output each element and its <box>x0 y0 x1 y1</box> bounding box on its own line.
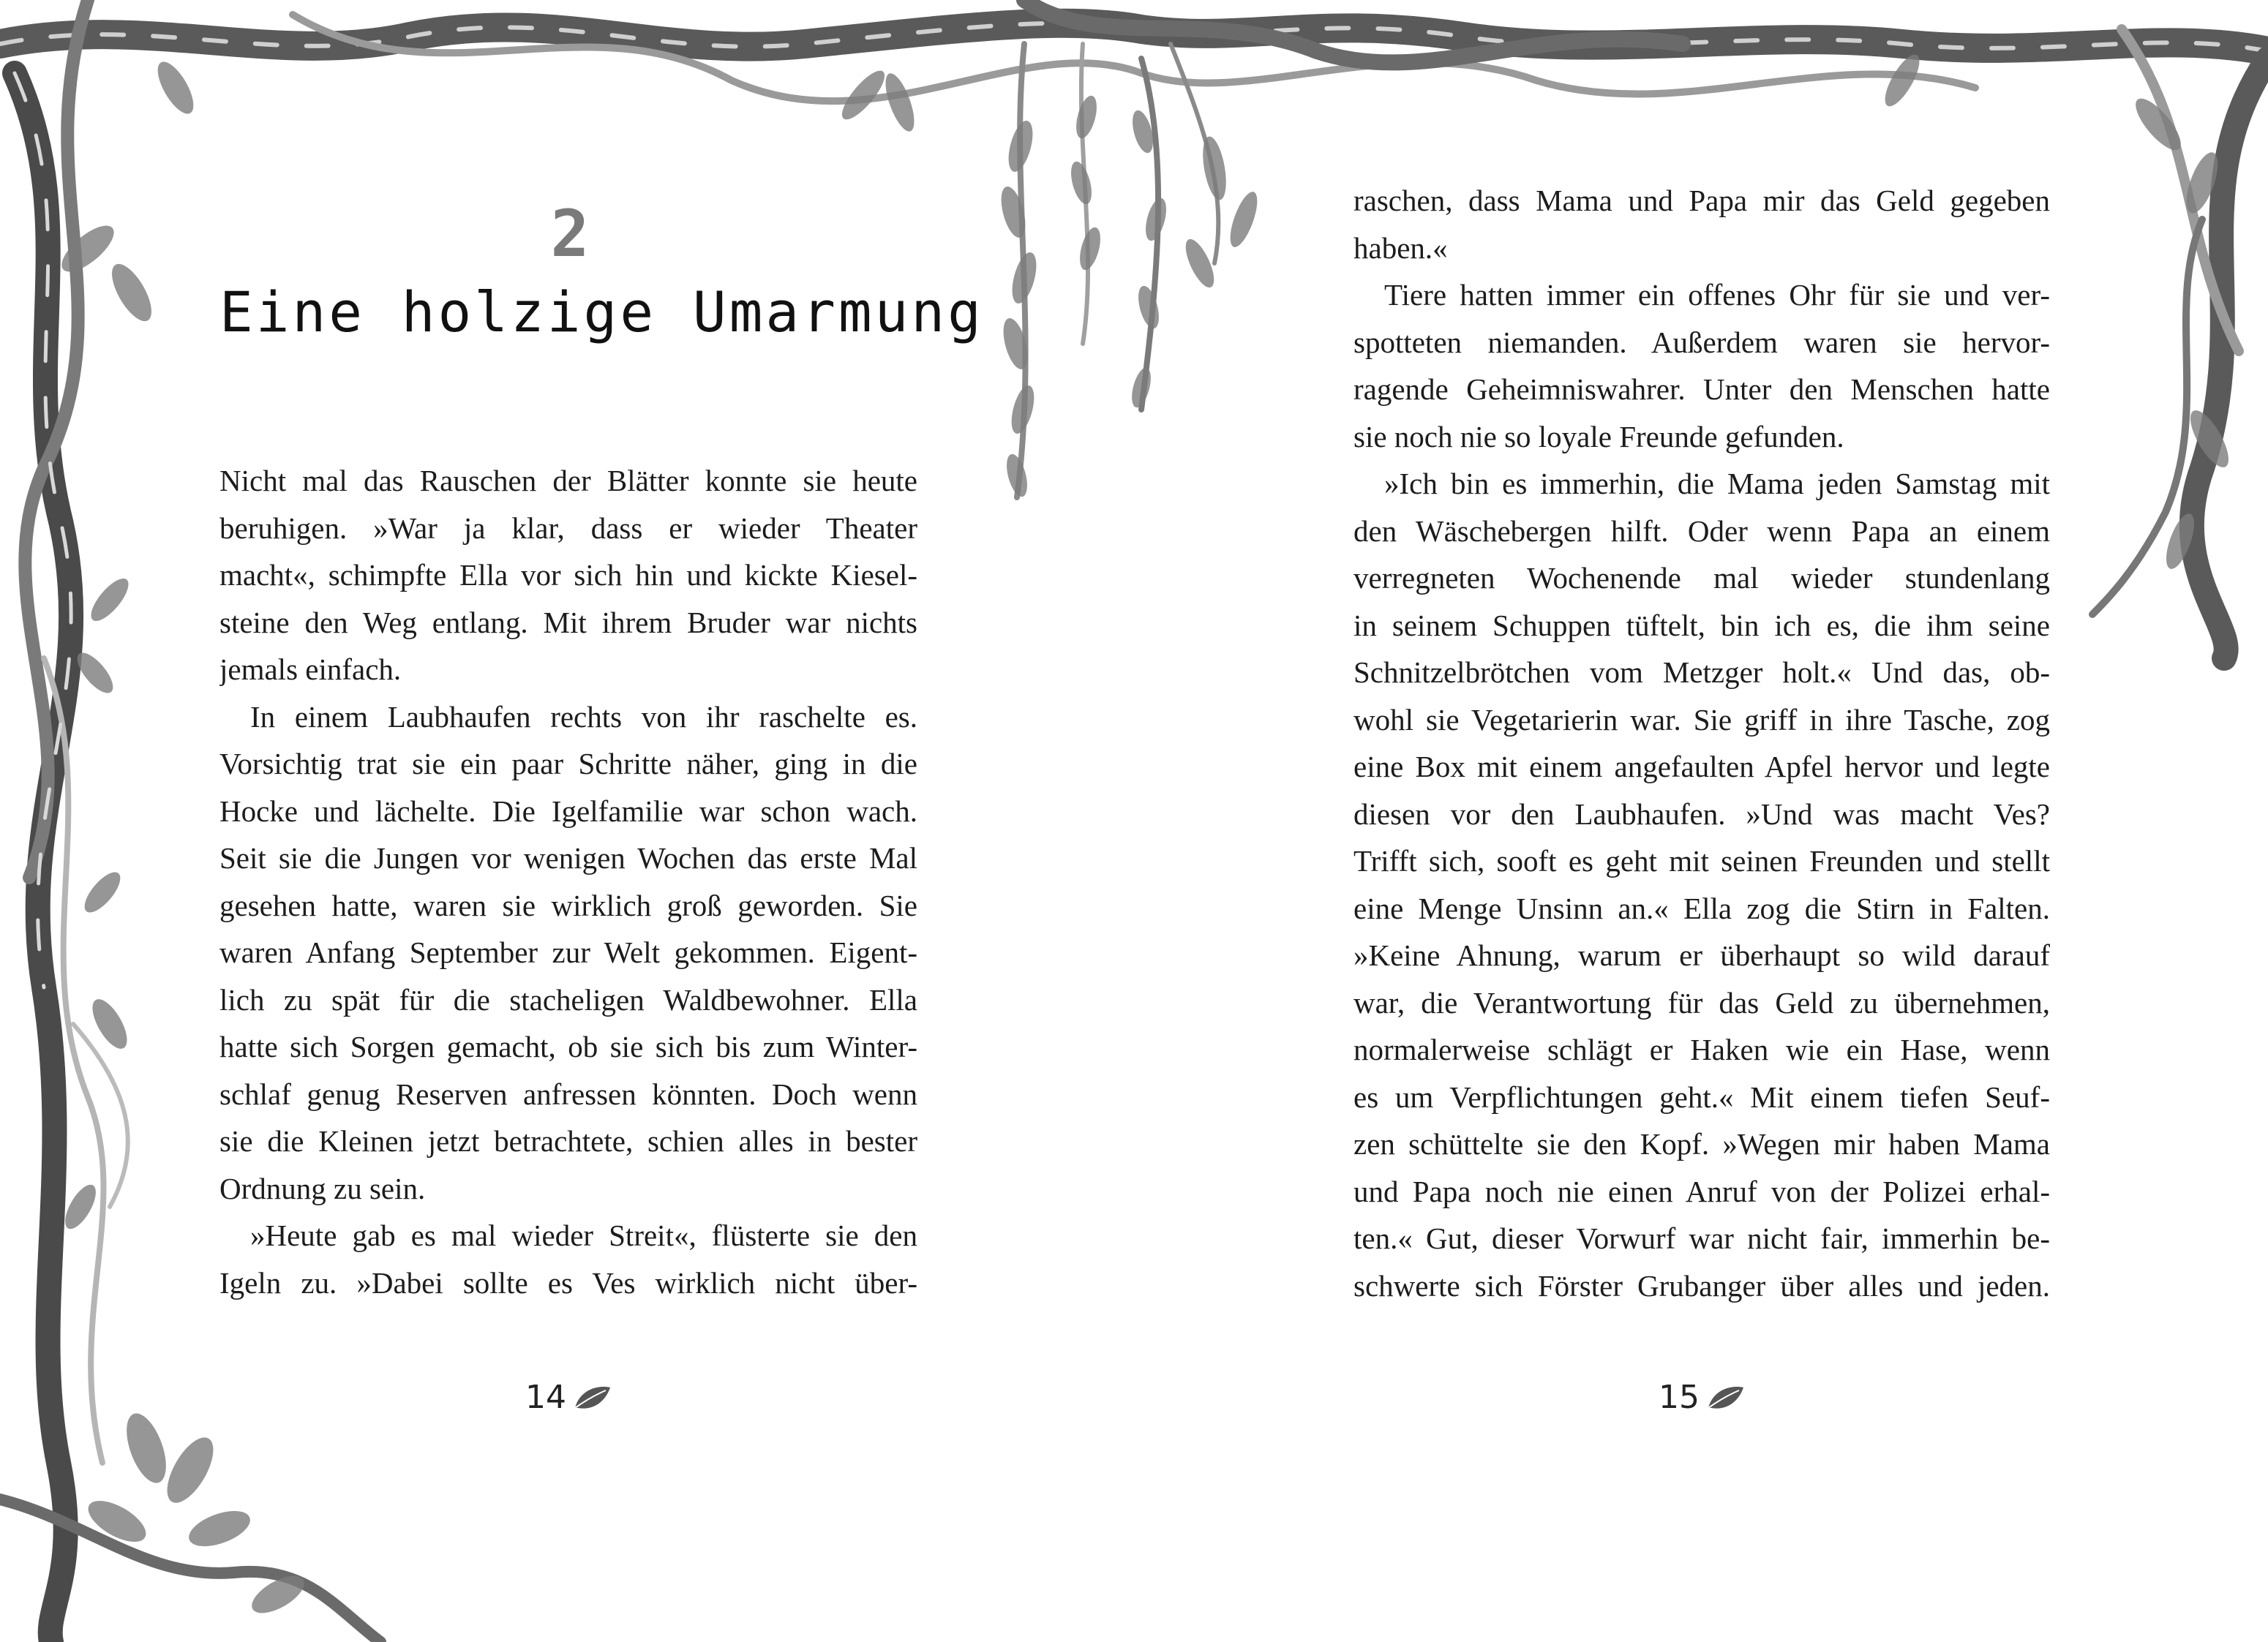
text-line: waren Anfang September zur Welt gekommen. Eigent- <box>219 935 917 969</box>
text-line: macht«, schimpfte Ella vor sich hin und kickte Kiesel- <box>219 558 917 592</box>
text-line: sie die Kleinen jetzt betrachtete, schien alles in bester <box>219 1124 917 1158</box>
text-line: Schnitzelbrötchen vom Metzger holt.« Und das, ob- <box>1353 655 2050 689</box>
text-line: schlaf genug Reserven anfressen könnten. Doch wenn <box>219 1077 917 1111</box>
text-line: es um Verpflichtungen geht.« Mit einem tiefen Seuf- <box>1353 1080 2050 1114</box>
text-line: ragende Geheimniswahrer. Unter den Menschen hatte <box>1353 372 2050 406</box>
page-number-left-value: 14 <box>525 1379 566 1416</box>
text-line: in seinem Schuppen tüftelt, bin ich es, die ihm seine <box>1353 608 2050 642</box>
text-line: zen schüttelte sie den Kopf. »Wegen mir haben Mama <box>1353 1127 2050 1161</box>
text-line: sie noch nie so loyale Freunde gefunden. <box>1353 419 1844 453</box>
page-number-right <box>1659 1379 1746 1416</box>
text-line: spotteten niemanden. Außerdem waren sie hervor- <box>1353 325 2050 359</box>
text-line: wohl sie Vegetarierin war. Sie griff in ihre Tasche, zog <box>1353 702 2050 737</box>
text-line: war, die Verantwortung für das Geld zu übernehmen, <box>1353 985 2050 1020</box>
text-line: Vorsichtig trat sie ein paar Schritte näher, ging in die <box>219 747 917 780</box>
text-line: »Keine Ahnung, warum er überhaupt so wild darauf <box>1353 938 2050 972</box>
text-line: Igeln zu. »Dabei sollte es Ves wirklich nicht über- <box>219 1265 917 1300</box>
text-line: diesen vor den Laubhaufen. »Und was macht Ves? <box>1353 796 2050 831</box>
text-line: den Wäschebergen hilft. Oder wenn Papa an einem <box>1353 513 2050 548</box>
text-line: eine Box mit einem angefaulten Apfel hervor und legte <box>1353 750 2050 783</box>
chapter-number: 2 <box>550 196 591 271</box>
left-page-text <box>219 457 917 1306</box>
chapter-title: Eine holzige Umarmung <box>219 279 984 344</box>
text-line: raschen, dass Mama und Papa mir das Geld gegeben <box>1353 184 2050 217</box>
text-line: Hocke und lächelte. Die Igelfamilie war schon wach. <box>219 794 917 828</box>
text-line: normalerweise schlägt er Haken wie ein Hase, wenn <box>1353 1033 2050 1066</box>
text-line: Seit sie die Jungen vor wenigen Wochen das erste Mal <box>219 841 917 875</box>
text-line: gesehen hatte, waren sie wirklich groß geworden. Sie <box>219 888 917 922</box>
text-line: Nicht mal das Rauschen der Blätter konnte sie heute <box>219 464 917 497</box>
text-line: beruhigen. »War ja klar, dass er wieder Theater <box>219 511 917 545</box>
text-line: steine den Weg entlang. Mit ihrem Bruder war nichts <box>219 605 917 639</box>
text-line: »Heute gab es mal wieder Streit«, flüsterte sie den <box>250 1219 917 1252</box>
leaf-icon <box>1705 1383 1746 1412</box>
text-line: Tiere hatten immer ein offenes Ohr für sie und ver- <box>1384 278 2050 312</box>
text-line: eine Menge Unsinn an.« Ella zog die Stirn in Falten. <box>1353 891 2050 925</box>
right-page-text <box>1353 177 2050 1309</box>
text-line: haben.« <box>1353 230 1448 265</box>
text-line: jemals einfach. <box>219 652 402 686</box>
text-line: In einem Laubhaufen rechts von ihr raschelte es. <box>250 699 917 734</box>
text-line: hatte sich Sorgen gemacht, ob sie sich bis zum Winter- <box>219 1030 917 1063</box>
page-number-left <box>525 1379 613 1416</box>
text-line: lich zu spät für die stacheligen Waldbewohner. Ella <box>219 982 917 1017</box>
text-line: »Ich bin es immerhin, die Mama jeden Samstag mit <box>1384 467 2050 500</box>
page-number-right-value: 15 <box>1659 1379 1700 1416</box>
text-line: Trifft sich, sooft es geht mit seinen Freunden und stellt <box>1353 844 2050 878</box>
text-line: schwerte sich Förster Grubanger über alles und jeden. <box>1353 1268 2050 1303</box>
text-line: und Papa noch nie einen Anruf von der Polizei erhal- <box>1353 1174 2050 1208</box>
text-line: ten.« Gut, dieser Vorwurf war nicht fair, immerhin be- <box>1353 1221 2050 1255</box>
leaf-icon <box>572 1383 613 1412</box>
text-line: Ordnung zu sein. <box>219 1171 426 1205</box>
text-line: verregneten Wochenende mal wieder stundenlang <box>1353 561 2050 595</box>
